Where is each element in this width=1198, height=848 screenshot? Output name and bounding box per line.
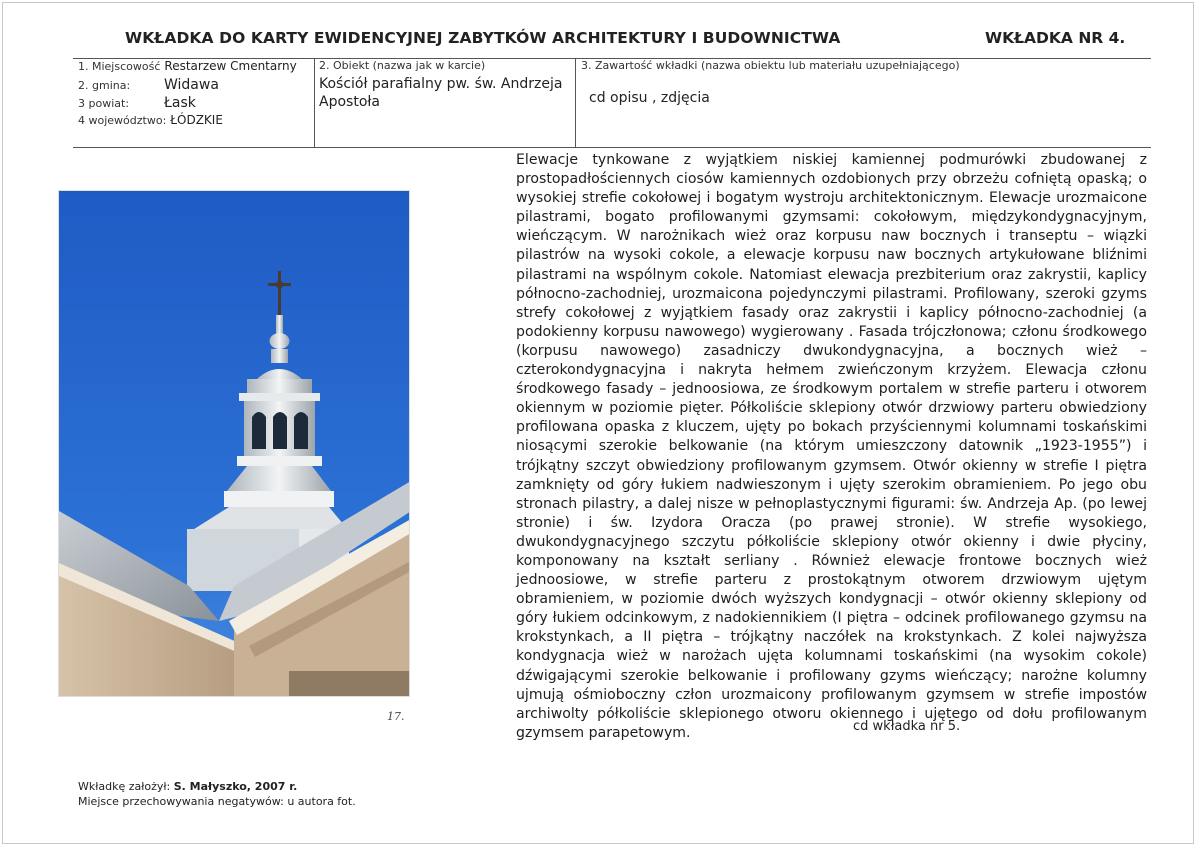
county-label: 3 powiat: [78, 97, 130, 110]
church-tower-photo [58, 190, 410, 697]
voivodeship-row [78, 113, 312, 131]
negatives-note: Miejsce przechowywania negatywów: u autora fot. [78, 795, 356, 808]
photo-number: 17. [387, 710, 405, 723]
footer [78, 779, 356, 809]
author-value: S. Małyszko, 2007 r. [173, 780, 298, 793]
column-divider-1 [314, 58, 315, 148]
contents-column [581, 59, 1141, 106]
county-row [78, 95, 312, 113]
document-title: WKŁADKA DO KARTY EWIDENCYJNEJ ZABYTKÓW ARCHITEKTURY I BUDOWNICTWA [125, 29, 841, 47]
commune-row [78, 77, 312, 95]
continuation-note: cd wkładka nr 5. [853, 719, 961, 734]
contents-label: 3. Zawartość wkładki (nazwa obiektu lub materiału uzupełniającego) [581, 59, 960, 72]
locality-label: 1. Miejscowość [78, 60, 161, 73]
insert-number: WKŁADKA NR 4. [985, 29, 1126, 47]
location-column [78, 59, 312, 131]
voivodeship-value: ŁÓDZKIE [170, 113, 223, 127]
author-label: Wkładkę założył: [78, 780, 171, 793]
commune-value: Widawa [164, 77, 219, 93]
contents-value: cd opisu , zdjęcia [589, 90, 710, 106]
object-label: 2. Obiekt (nazwa jak w karcie) [319, 59, 486, 72]
author-line [78, 779, 356, 794]
column-divider-2 [575, 58, 576, 148]
voivodeship-label: 4 województwo: [78, 114, 167, 127]
object-column [319, 59, 569, 111]
locality-value: Restarzew Cmentarny [164, 59, 297, 73]
header-bottom-rule [73, 147, 1151, 148]
county-value: Łask [164, 95, 196, 111]
object-name: Kościół parafialny pw. św. Andrzeja Apostoła [319, 76, 563, 110]
locality-row [78, 59, 312, 77]
description-text: Elewacje tynkowane z wyjątkiem niskiej kamiennej podmurówki zbudowanej z prostopadłościennych ciosów kamiennych ozdobionych przy obrzeżu cofniętą opaską; o wysokiej strefie cokołowej i bogatym wystroju architektonicznym. Elewacje urozmaicone pilastrami, bogato profilowanymi gzymsami: cokołowym, międzykondygnacyjnym, wieńczącym. W narożnikach wież oraz korpusu naw bocznych i transeptu – wiązki pilastrów na wysoki cokole, a elewacje korpusu naw bocznych artykułowane bliźnimi pilastrami na wspólnym cokole. Natomiast elewacja prezbiterium oraz zakrystii, kaplicy północno-zachodniej, urozmaicona pojedynczymi pilastrami. Profilowany, szeroki gzyms strefy cokołowej z wyjątkiem fasady oraz zakrystii i kaplicy północno-zachodniej (a podokienny korpusu nawowego) wygierowany . Fasada trójczłonowa; członu środkowego (korpusu nawowego) zasadniczy dwukondygnacyjna, a bocznych wież – czterokondygnacyjna i nakryta hełmem zwieńczonym krzyżem. Elewacja członu środkowego fasady – jednoosiowa, ze środkowym portalem w strefie parteru i otworem okiennym w poziomie pięter. Półkoliście sklepiony otwór drzwiowy parteru obwiedziony profilowana opaska z kluczem, ujęty po bokach przyściennymi kolumnami toskańskimi niosącymi szerokie belkowanie (na którym umieszczony datownik „1923-1955”) i trójkątny szczyt obwiedziony profilowanym gzymsem. Otwór okienny w strefie I piętra zamknięty od góry łukiem nadwieszonym i ujęty szerokim obramieniem. Po jego obu stronach pilastry, a dalej nisze w pełnoplastycznymi figurami: św. Andrzeja Ap. (po lewej stronie) i św. Izydora Oracza (po prawej stronie). W strefie wysokiego, dwukondygnacyjnego szczytu półkoliście sklepiony otwór okienny i dwie płyciny, komponowany na kształt serliany . Również elewacje frontowe bocznych wież jednoosiowe, w strefie parteru z prostokątnym otworem drzwiowym ujętym obramieniem, w poziomie dwóch wyższych kondygnacji – otwór okienny sklepiony od góry łukiem odcinkowym, z nadokiennikiem (I piętra – odcinek profilowanego gzymsu na krokstynkach, a II piętra – trójkątny naczółek na krokstynkach. Z kolei najwyższa kondygnacja wież w narożach ujęta kolumnami toskańskimi (na wysokim cokole) dźwigającymi szerokie belkowanie i profilowany gzyms wieńczący; narożne kolumny ujmują ośmioboczny człon urozmaicony profilowanym gzymsem w strefie impostów archiwolty półkoliście sklepionego otworu okiennego i ujętego od dołu profilowanym gzymsem parapetowym. [516, 152, 1147, 741]
commune-label: 2. gmina: [78, 79, 131, 92]
tower-illustration [59, 191, 410, 697]
